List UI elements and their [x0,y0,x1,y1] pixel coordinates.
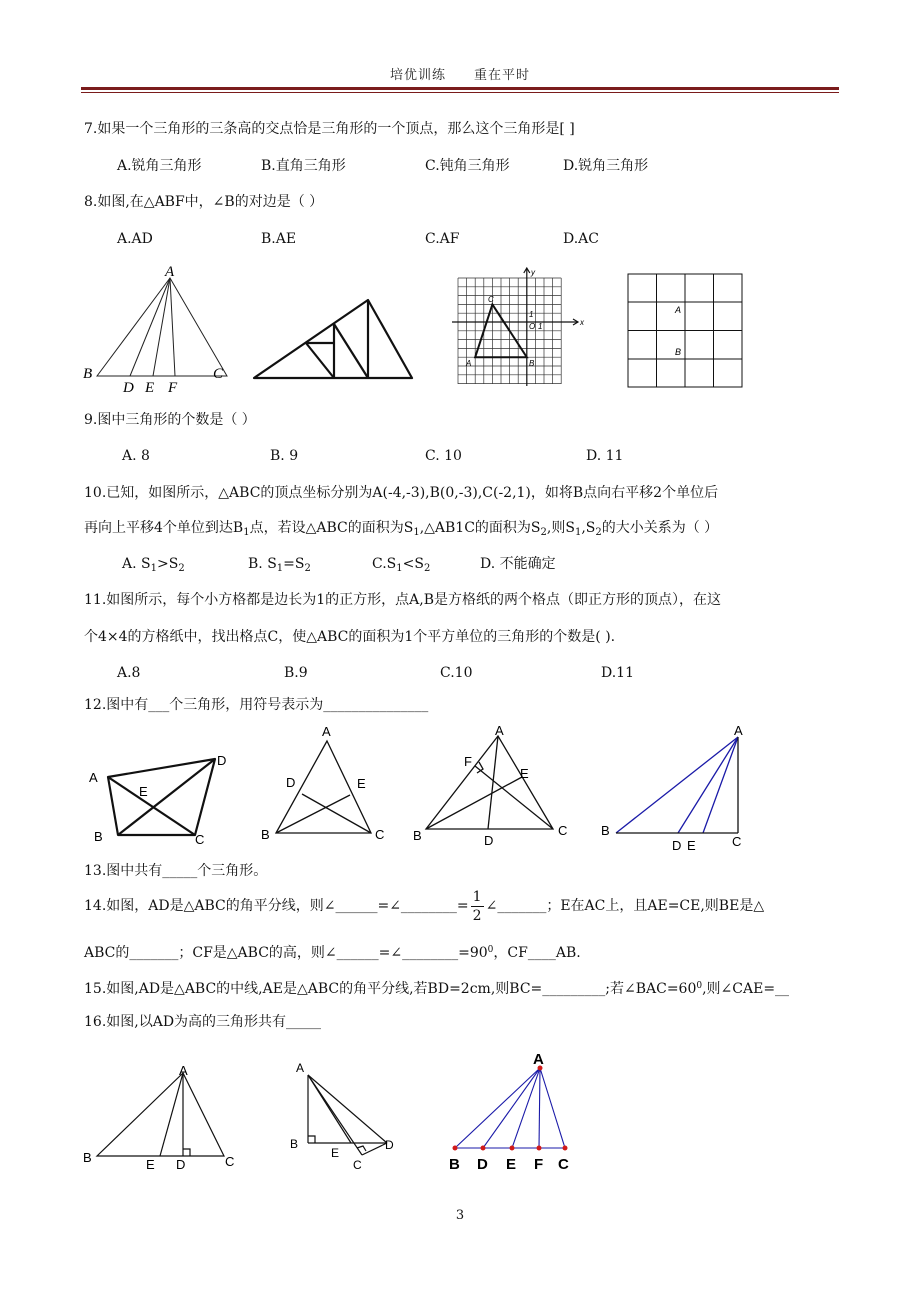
fig1-label-b: B [83,366,93,382]
q14-denominator: 2 [472,907,482,924]
q13-text: 13.图中共有_____个三角形。 [84,863,268,879]
q10-sub-s2b: 2 [595,527,602,538]
fig10-label-c: C [353,1158,362,1172]
fig10-label-b: B [290,1137,299,1151]
q15-degree: 0 [696,981,703,991]
fig9-label-b: B [83,1150,92,1165]
q7-option-a: A.锐角三角形 [117,158,202,174]
fig11-label-d: D [477,1156,488,1173]
header-rule-thin [81,92,839,93]
q7-text: 7.如果一个三角形的三条高的交点恰是三角形的一个顶点，那么这个三角形是[ ] [84,121,575,137]
fig6-label-e: E [357,776,366,791]
fig9-label-e: E [146,1157,155,1172]
fig8-label-b: B [601,823,610,838]
fig11-label-e: E [506,1156,517,1173]
q15-part-a: 15.如图,AD是△ABC的中线,AE是△ABC的角平分线,若BD=2cm,则BC=_________;若∠BAC=60 [84,981,697,997]
q10-option-c: $C.S_1<S_2$ [372,556,431,574]
fig7-label-d: D [484,833,494,848]
figure-right-triangle-d [284,1056,414,1176]
q10-line2-b: 点，若设△ABC的面积为S [249,520,414,536]
figure-triangle-altitude-d [80,1062,240,1172]
q10-line2-e: ,S [581,520,596,536]
fig8-label-c: C [732,834,742,849]
fig3-label-c: C [488,295,494,304]
figure-quadrilateral [84,748,244,848]
fig6-label-b: B [261,827,270,842]
fig4-label-a: A [675,305,682,315]
fig8-label-a: A [734,723,743,738]
fig3-label-one-x: 1 [538,322,543,331]
q10-option-b: B. $S_1=S_2$ [248,556,311,574]
q14-fraction [471,888,484,925]
q16-text: 16.如图,以AD为高的三角形共有_____ [84,1014,322,1030]
q10-line2-d: ,则S [546,520,575,536]
fig1-label-c: C [213,366,224,382]
header-left: 培优训练 [389,68,446,83]
q14-part-c: ABC的_______；CF是△ABC的高，则∠______=∠________=90 [84,945,488,961]
q14-line2 [84,940,581,963]
fig6-label-c: C [375,827,385,842]
q12-text: 12.图中有___个三角形，用符号表示为_______________ [84,697,429,713]
fig3-label-x: x [580,318,584,327]
figure-coordinate-grid [450,266,590,392]
q10-line2 [84,518,718,543]
q14-degree: 0 [487,945,494,955]
q10-option-a: A. $S_1>S_2$ [122,556,185,574]
q11-line1: 11.如图所示，每个小方格都是边长为1的正方形，点A,B是方格纸的两个格点（即正方形的顶点），在这 [84,592,722,608]
q9-option-b: B. 9 [270,448,299,464]
page-number: 3 [455,1208,465,1223]
q10-option-d: D. 不能确定 [480,556,556,572]
header-right: 重在平时 [474,68,531,83]
fig3-label-y: y [531,268,535,277]
q10-sub-s1b: 1 [574,527,582,538]
q11-option-d: D.11 [601,665,634,681]
figure-triangle-cevians [80,262,240,402]
q9-option-c: C. 10 [425,448,462,464]
fig10-label-e: E [331,1146,340,1160]
fig1-label-e: E [145,380,155,396]
fig4-label-b: B [675,347,682,357]
fig9-label-a: A [179,1063,188,1078]
q10-line2-a: 再向上平移4个单位到达B [84,520,244,536]
fig5-label-e: E [139,784,148,799]
fig1-label-f: F [168,380,178,396]
fig10-label-a: A [296,1061,305,1075]
figure-nested-triangles [250,294,420,384]
q15-part-b: ,则∠CAE=__ [702,981,790,997]
q11-line2: 个4×4的方格纸中，找出格点C，使△ABC的面积为1个平方单位的三角形的个数是( ). [84,629,616,645]
q8-option-a: A.AD [117,231,153,247]
q9-option-d: D. 11 [586,448,624,464]
q7-option-c: C.钝角三角形 [425,158,510,174]
fig3-label-a: A [466,359,472,368]
fig11-label-c: C [558,1156,569,1173]
fig3-label-one-y: 1 [529,310,534,319]
page-header [0,64,920,83]
fig6-label-d: D [286,775,296,790]
fig8-label-e: E [687,838,696,853]
q10-sub-s2: 2 [540,527,547,538]
fig1-label-d: D [123,380,134,396]
q11-option-c: C.10 [440,665,473,681]
q10-sub-b1: 1 [243,527,250,538]
q10-line1: 10.已知，如图所示，△ABC的顶点坐标分别为A(-4,-3),B(0,-3),C(-2,1)，如将B点向右平移2个单位后 [84,485,719,501]
q11-option-a: A.8 [117,665,141,681]
q8-text: 8.如图,在△ABF中，∠B的对边是（ ） [84,194,324,210]
fig9-label-d: D [176,1157,186,1172]
fig7-label-c: C [558,823,568,838]
q8-option-b: B.AE [261,231,297,247]
fig11-label-f: F [534,1156,544,1173]
fig3-label-b: B [529,359,535,368]
q14-part-b: ∠_______；E在AC上，且AE=CE,则BE是△ [485,898,765,914]
q8-option-c: C.AF [425,231,460,247]
q9-text: 9.图中三角形的个数是（ ） [84,412,256,428]
fig5-label-a: A [89,770,98,785]
fig7-label-a: A [495,726,504,738]
q10-sub-s1: 1 [413,527,420,538]
q10-line2-f: 的大小关系为（ ） [601,520,719,536]
figure-fan-triangles [440,1044,590,1176]
fig7-label-f: F [464,754,472,769]
fig11-label-a: A [533,1051,544,1068]
q11-option-b: B.9 [284,665,308,681]
fig9-label-c: C [225,1154,235,1169]
q15-text [84,976,789,999]
figure-right-triangle-blue [598,722,758,854]
fig11-label-b: B [449,1156,460,1173]
figure-triangle-two-cevians [256,722,396,844]
q10-line2-c: ,△AB1C的面积为S [419,520,541,536]
fig7-label-b: B [413,828,422,843]
fig6-label-a: A [322,724,331,739]
fig5-label-c: C [195,832,205,847]
q8-option-d: D.AC [563,231,599,247]
fig3-label-o: O [529,322,536,331]
fig8-label-d: D [672,838,682,853]
fig1-label-a: A [165,264,175,280]
q7-option-b: B.直角三角形 [261,158,346,174]
q7-option-d: D.锐角三角形 [563,158,649,174]
q14-numerator: 1 [472,888,482,905]
header-rule-thick [81,87,839,90]
q14-line1 [84,884,764,928]
figure-triangle-altitude [406,726,576,850]
fig10-label-d: D [385,1138,394,1152]
figure-square-grid [624,270,746,392]
q9-option-a: A. 8 [122,448,150,464]
q14-part-d: ，CF____AB. [493,945,581,961]
q14-part-a: 14.如图，AD是△ABC的角平分线，则∠______=∠________= [84,898,469,914]
fig7-label-e: E [520,766,529,781]
fig5-label-b: B [94,829,103,844]
fig5-label-d: D [217,753,227,768]
